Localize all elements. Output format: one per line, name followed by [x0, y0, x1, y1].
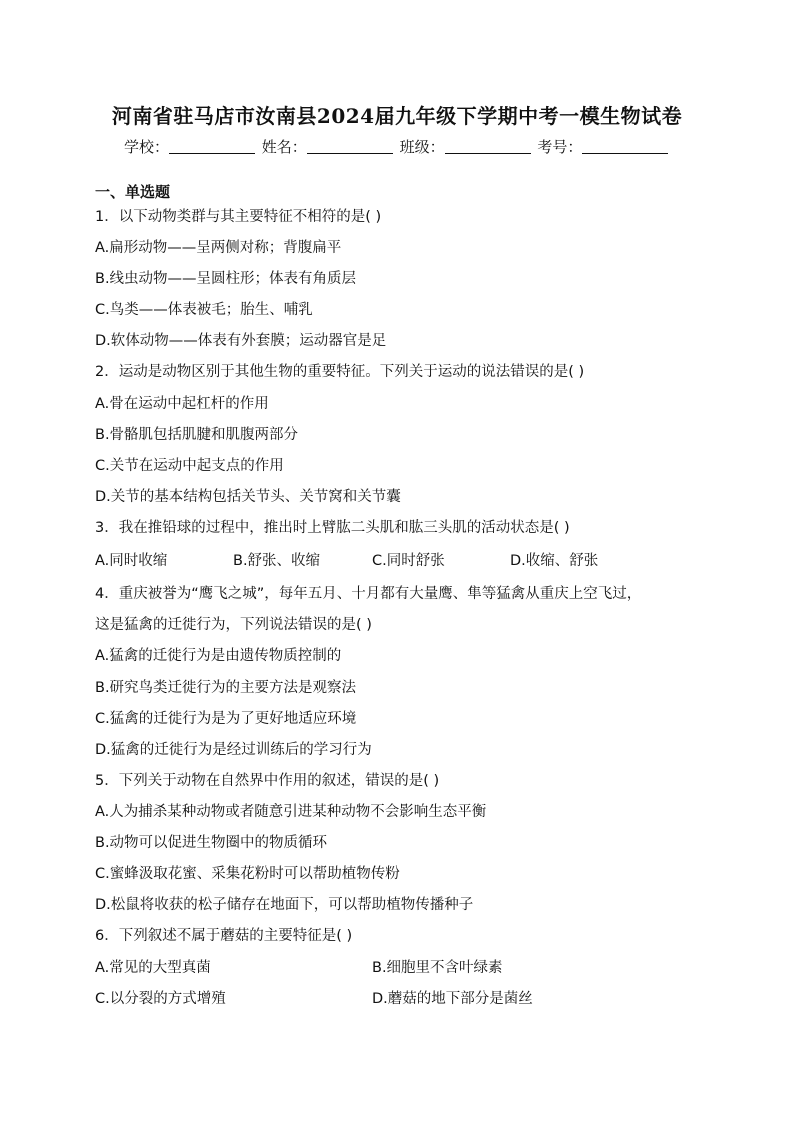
q6-option-b: B.细胞里不含叶绿素: [372, 960, 503, 976]
name-blank[interactable]: [307, 139, 393, 154]
exam-title: 河南省驻马店市汝南县2024届九年级下学期中考一模生物试卷: [111, 104, 683, 128]
q2-option-c: C.关节在运动中起支点的作用: [95, 458, 284, 474]
q3-option-a: A.同时收缩: [95, 553, 168, 569]
q5-option-b: B.动物可以促进生物圈中的物质循环: [95, 835, 328, 851]
q6-option-a: A.常见的大型真菌: [95, 960, 211, 976]
q5-option-c: C.蜜蜂汲取花蜜、采集花粉时可以帮助植物传粉: [95, 866, 400, 882]
question-6-stem: 6．下列叙述不属于蘑菇的主要特征是( ): [95, 928, 353, 944]
q2-option-d: D.关节的基本结构包括关节头、关节窝和关节囊: [95, 489, 401, 505]
q3-option-d: D.收缩、舒张: [510, 553, 599, 569]
school-label: 学校：: [124, 138, 170, 156]
q1-option-a: A.扁形动物——呈两侧对称；背腹扁平: [95, 240, 342, 256]
class-blank[interactable]: [445, 139, 531, 154]
question-5-stem: 5．下列关于动物在自然界中作用的叙述，错误的是( ): [95, 773, 440, 789]
q1-option-c: C.鸟类——体表被毛；胎生、哺乳: [95, 302, 313, 318]
q2-option-b: B.骨骼肌包括肌腱和肌腹两部分: [95, 427, 299, 443]
section-heading: 一、单选题: [95, 183, 171, 201]
school-blank[interactable]: [169, 139, 255, 154]
question-4-stem: 4．重庆被誉为“鹰飞之城”，每年五月、十月都有大量鹰、隼等猛禽从重庆上空飞过，: [95, 586, 642, 602]
name-label: 姓名：: [261, 138, 307, 156]
q6-option-d: D.蘑菇的地下部分是菌丝: [372, 991, 533, 1007]
q6-option-c: C.以分裂的方式增殖: [95, 991, 226, 1007]
q4-option-a: A.猛禽的迁徙行为是由遗传物质控制的: [95, 648, 342, 664]
q3-option-b: B.舒张、收缩: [233, 553, 321, 569]
q1-option-b: B.线虫动物——呈圆柱形；体表有角质层: [95, 271, 357, 287]
question-2-stem: 2．运动是动物区别于其他生物的重要特征。下列关于运动的说法错误的是( ): [95, 364, 585, 380]
q5-option-d: D.松鼠将收获的松子储存在地面下，可以帮助植物传播种子: [95, 897, 474, 913]
question-4-stem-continued: 这是猛禽的迁徙行为，下列说法错误的是( ): [95, 617, 372, 633]
student-info-line: [124, 136, 670, 157]
q4-option-c: C.猛禽的迁徙行为是为了更好地适应环境: [95, 711, 357, 727]
q3-option-c: C.同时舒张: [372, 553, 445, 569]
question-3-stem: 3．我在推铅球的过程中，推出时上臂肱二头肌和肱三头肌的活动状态是( ): [95, 520, 570, 536]
q2-option-a: A.骨在运动中起杠杆的作用: [95, 396, 269, 412]
exam-number-label: 考号：: [537, 138, 583, 156]
q1-option-d: D.软体动物——体表有外套膜；运动器官是足: [95, 333, 387, 349]
exam-number-blank[interactable]: [582, 139, 668, 154]
q5-option-a: A.人为捕杀某种动物或者随意引进某种动物不会影响生态平衡: [95, 804, 487, 820]
q4-option-d: D.猛禽的迁徙行为是经过训练后的学习行为: [95, 742, 372, 758]
q4-option-b: B.研究鸟类迁徙行为的主要方法是观察法: [95, 680, 357, 696]
class-label: 班级：: [399, 138, 445, 156]
question-1-stem: 1．以下动物类群与其主要特征不相符的是( ): [95, 209, 382, 225]
